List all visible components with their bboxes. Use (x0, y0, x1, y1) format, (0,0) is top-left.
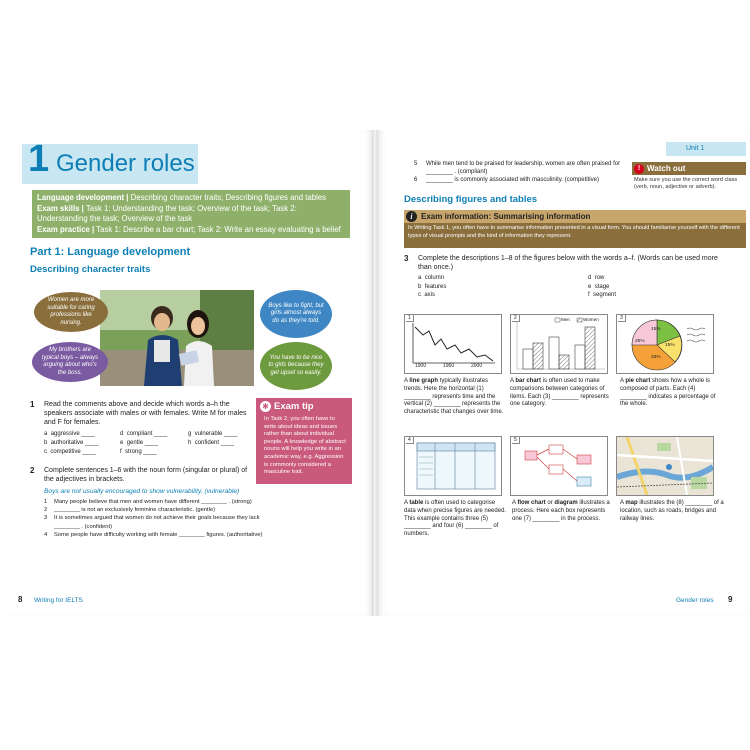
figure-line-graph (404, 314, 502, 374)
option-item: e gentle ____ (120, 440, 159, 446)
figure-caption: A map illustrates the (8) ________ of a location, such as roads, bridges and railway lines. (620, 500, 724, 522)
watch-out-body: Make sure you use the correct word class (verb, noun, adjective or adverb). (634, 177, 738, 191)
watch-out-title: Watch out (647, 164, 686, 173)
question-3-options (418, 274, 658, 300)
list-item: 1 Many people believe that men and women have different ________ . (strong) (44, 499, 252, 505)
figure-map (616, 436, 714, 496)
exam-info-body: In Writing Task 1, you often have to summarise information presented in a visual form. You should familiarise yourself with the different types of visual prompts and the kind of information they represent. (408, 225, 740, 239)
list-item: 3 It is sometimes argued that women do not achieve their goals because they lack ________ . (confident) (44, 515, 260, 530)
exclamation-icon: ! (634, 164, 644, 174)
exam-info-title: Exam information: Summarising information (421, 212, 591, 221)
figure-flow-chart (510, 436, 608, 496)
question-2-text: Complete sentences 1–6 with the noun form (singular or plural) of the adjectives in brackets. (44, 467, 248, 483)
right-page (376, 130, 746, 616)
figure-number: 2 (512, 315, 520, 322)
open-book (0, 130, 750, 616)
figure-table (404, 436, 502, 496)
figure-number: 4 (406, 437, 414, 444)
pie-slice-label: 33% (651, 355, 661, 360)
chapter-title-footer: Gender roles (676, 597, 714, 604)
option-item: d row (588, 275, 605, 281)
question-2-example: Boys are not usually encouraged to show vulnerability. (vulnerable) (44, 488, 240, 495)
figure-number: 5 (512, 437, 520, 444)
lang-dev-label: Language development | (37, 193, 129, 202)
section-title: Describing figures and tables (404, 194, 538, 205)
option-item: f segment (588, 292, 617, 298)
list-item: 6 ________ is commonly associated with masculinity. (competitive) (414, 177, 599, 183)
option-item: a column (418, 275, 445, 281)
unit-number: 1 (28, 138, 50, 180)
section-title: Describing character traits (30, 264, 151, 275)
exam-practice-label: Exam practice | (37, 224, 95, 234)
speech-bubble: Boys like to fight, but girls almost always do as they're told. (260, 290, 332, 338)
x-tick-label: 1960 (443, 363, 455, 369)
unit-tag: Unit 1 (666, 142, 746, 156)
option-item: d compliant ____ (120, 431, 168, 437)
exam-info-box (404, 210, 746, 248)
option-item: c competitive ____ (44, 449, 96, 455)
students-photo (100, 290, 254, 386)
legend-label: Women (583, 317, 599, 322)
figure-pie-chart (616, 314, 714, 374)
exam-skills-label: Exam skills | (37, 203, 84, 213)
info-icon: i (406, 211, 417, 222)
x-tick-label: 1900 (415, 363, 427, 369)
speech-bubble: My brothers are typical boys – always arguing about who's the boss. (32, 342, 108, 382)
exam-tip-body: In Task 2, you often have to write about ideas and issues rather than about individual people. A knowledge of abstract nouns will help you write in an academic way, e.g. Aggression is commonly considered a masculine trait. (264, 416, 346, 476)
lang-dev-text: Describing character traits; Describing figures and tables (128, 193, 327, 202)
option-item: h confident ____ (188, 440, 235, 446)
pie-slice-label: 25% (635, 339, 645, 344)
x-tick-label: 2000 (471, 363, 483, 369)
figure-caption: A line graph typically illustrates trends. Here the horizontal (1) ________ represents time and the vertical (2) ________ represents the characteristic that changes over time. (404, 378, 504, 416)
page-number: 9 (728, 595, 733, 604)
question-number: 2 (30, 466, 35, 475)
page-number: 8 (18, 595, 23, 604)
part-title: Part 1: Language development (30, 246, 191, 258)
question-1-text: Read the comments above and decide which words a–h the speakers associate with males or with females. Write M for males and F for females. (44, 401, 247, 426)
exam-skills-text: Task 1: Understanding the task; Overview of the task; Task 2: Understanding the task; Overview of the task (37, 203, 297, 223)
figure-caption: A table is often used to categorise data when precise figures are needed. This example contains three (5) ________ and four (6) ________ of numbers. (404, 500, 507, 538)
figure-caption: A flow chart or diagram illustrates a process. Here each box represents one (7) ________ in the process. (512, 500, 610, 522)
list-item: 4 Some people have difficulty working with female ________ figures. (authoritative) (44, 531, 263, 538)
option-item: a aggressive ____ (44, 431, 95, 437)
option-item: g vulnerable ____ (188, 431, 238, 437)
option-item: b authoritative ____ (44, 440, 99, 446)
exam-tip-box (256, 398, 352, 484)
question-2-continued (414, 160, 630, 184)
figure-bar-chart (510, 314, 608, 374)
book-title-footer: Writing for IELTS (34, 597, 83, 604)
speech-bubble: You have to be nice to girls because they get upset so easily. (260, 342, 332, 390)
watch-out-header (632, 162, 746, 175)
unit-title: Gender roles (56, 150, 195, 177)
list-item: 5 While men tend to be praised for leadership, women are often praised for ________ . (compliant) (414, 161, 621, 175)
option-item: e stage (588, 283, 610, 290)
question-number: 1 (30, 400, 35, 409)
question-number: 3 (404, 254, 409, 263)
pie-slice-label: 15% (651, 327, 661, 332)
option-item: c axis (418, 292, 436, 298)
option-item: f strong ____ (120, 449, 157, 455)
question-2-items (44, 498, 276, 539)
exam-practice-text: Task 1: Describe a bar chart; Task 2: Write an essay evaluating a belief (94, 224, 341, 234)
exam-tip-title: Exam tip (274, 401, 314, 412)
question-3-text: Complete the descriptions 1–8 of the figures below with the words a–f. (Words can be used more than once.) (418, 255, 718, 271)
list-item: 2 ________ is not an exclusively feminine characteristic. (gentle) (44, 507, 216, 514)
option-item: b features (418, 283, 447, 290)
figure-number: 3 (618, 315, 626, 322)
watch-out-box (632, 162, 746, 212)
question-1-options (44, 430, 250, 457)
exam-info-header (404, 210, 746, 223)
speech-bubble: Women are more suitable for caring professions like nursing. (34, 292, 108, 332)
left-page (4, 130, 374, 616)
exam-tip-header (260, 401, 314, 412)
figure-caption: A pie chart shows how a whole is composed of parts. Each (4) ________ indicates a percentage of the whole. (620, 378, 716, 408)
star-icon: ✱ (260, 401, 271, 412)
unit-summary-box (32, 190, 350, 238)
pie-slice-label: 15% (665, 343, 675, 348)
legend-label: Men (561, 317, 570, 322)
figure-number: 1 (406, 315, 414, 322)
figure-caption: A bar chart is often used to make comparisons between categories of items. Each (3) ________ represents one category. (510, 378, 609, 408)
